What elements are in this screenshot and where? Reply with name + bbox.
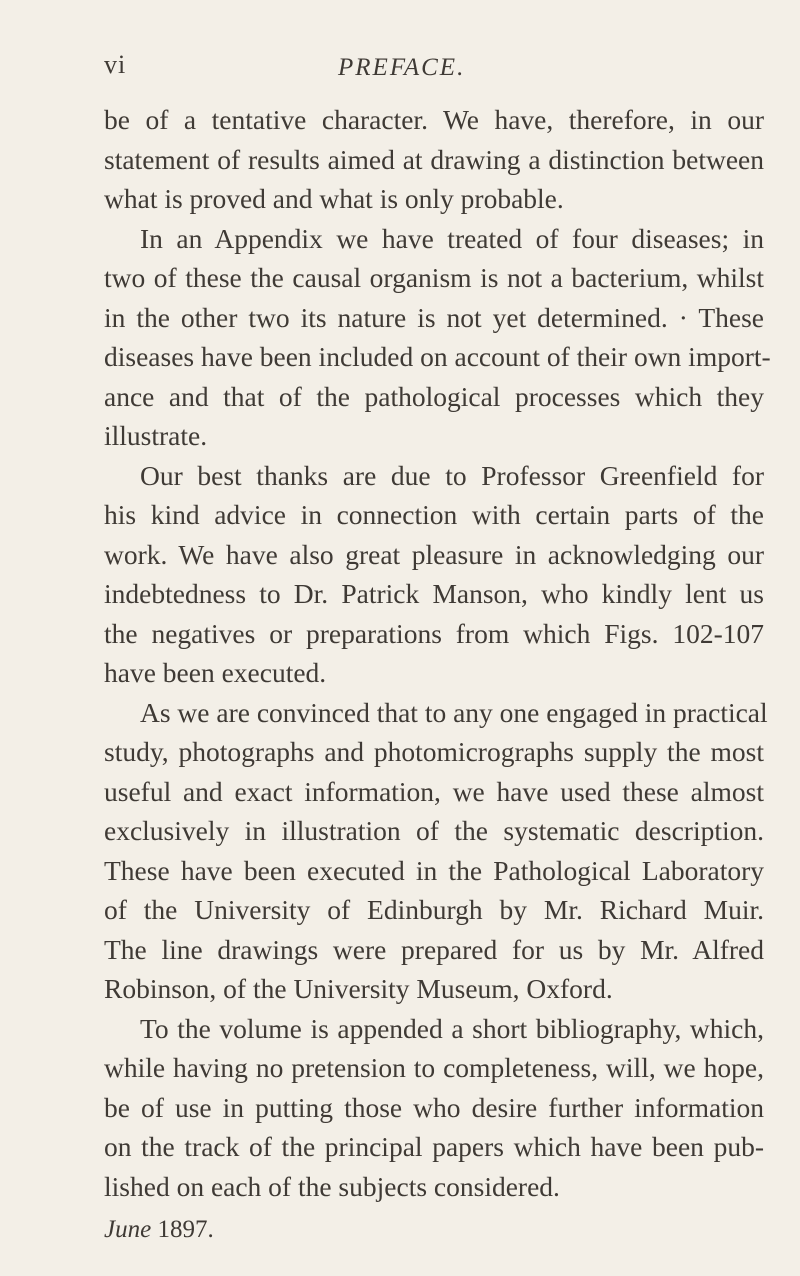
dateline [104, 1212, 764, 1248]
text-line: the negatives or preparations from which Figs. 102-107 [104, 617, 764, 649]
text-line: work. We have also great pleasure in acknowledging our [104, 538, 764, 570]
text-line: These have been executed in the Pathological Laboratory [104, 854, 764, 886]
text-line: while having no pretension to completeness, will, we hope, [104, 1052, 764, 1083]
text-line: have been executed. [104, 657, 327, 688]
text-line: In an Appendix we have treated of four diseases; in [140, 222, 764, 254]
text-line: ance and that of the pathological processes which they [104, 380, 764, 412]
text-line: what is proved and what is only probable. [104, 183, 564, 214]
running-head: PREFACE. [338, 54, 466, 81]
dateline-month: June [104, 1216, 152, 1243]
text-line: useful and exact information, we have used these almost [104, 775, 764, 807]
page-header [0, 50, 800, 90]
text-line: two of these the causal organism is not a bacterium, whilst [104, 262, 764, 293]
text-line: As we are convinced that to any one engaged in practical [140, 696, 768, 728]
page-number: vi [104, 50, 127, 79]
text-line: of the University of Edinburgh by Mr. Richard Muir. [104, 894, 764, 925]
text-line: illustrate. [104, 420, 208, 451]
text-line: his kind advice in connection with certain parts of the [104, 499, 764, 530]
preface-body [104, 100, 771, 1248]
text-line: statement of results aimed at drawing a distinction between [104, 143, 764, 175]
paragraph-2 [104, 219, 771, 456]
text-line: Our best thanks are due to Professor Greenfield for [140, 459, 764, 491]
text-line: Robinson, of the University Museum, Oxford. [104, 973, 613, 1004]
paragraph-4 [104, 693, 768, 1009]
text-line: indebtedness to Dr. Patrick Manson, who kindly lent us [104, 578, 764, 609]
paragraph-1 [104, 100, 764, 219]
text-line: The line drawings were prepared for us by Mr. Alfred [104, 933, 764, 965]
text-line: diseases have been included on account of their own import- [104, 341, 771, 372]
text-line: on the track of the principal papers which have been pub- [104, 1131, 764, 1162]
text-line: exclusively in illustration of the systematic description. [104, 815, 764, 846]
text-line: lished on each of the subjects considered. [104, 1170, 560, 1202]
text-line: To the volume is appended a short bibliography, which, [140, 1012, 764, 1044]
text-line: be of use in putting those who desire further information [104, 1091, 764, 1123]
text-line: in the other two its nature is not yet determined. · These [104, 301, 764, 333]
text-line: study, photographs and photomicrographs supply the most [104, 736, 764, 767]
paragraph-5 [104, 1009, 764, 1207]
dateline-year: 1897. [157, 1216, 214, 1243]
text-line: be of a tentative character. We have, therefore, in our [104, 104, 764, 135]
paragraph-3 [104, 456, 764, 693]
